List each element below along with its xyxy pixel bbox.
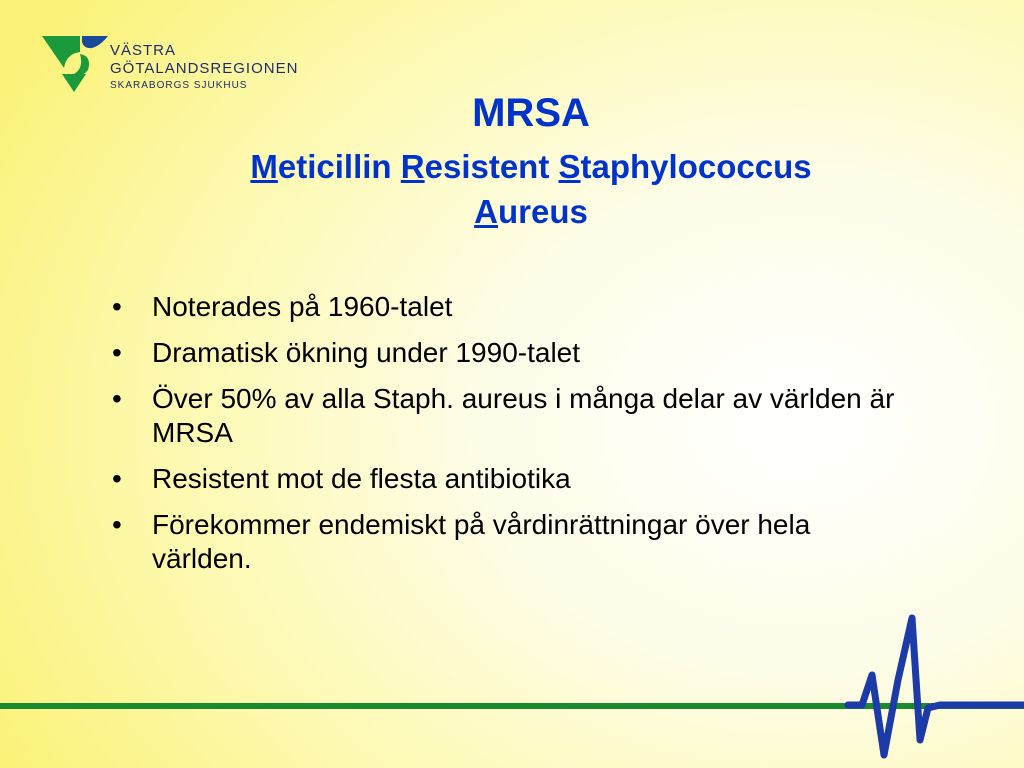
bullet-item (112, 336, 912, 370)
word-aureus: ureus (497, 193, 588, 230)
heartbeat-icon (0, 600, 1024, 768)
logo-line-1: VÄSTRA (110, 42, 177, 59)
bullet-text: Förekommer endemiskt på vårdinrättningar över hela världen. (152, 509, 811, 574)
initial-s: S (558, 148, 581, 185)
word-resistent: esistent (424, 148, 559, 185)
bullet-dot: • (112, 337, 122, 368)
initial-a: A (474, 193, 498, 230)
bullet-dot: • (112, 463, 122, 494)
bullet-text: Över 50% av alla Staph. aureus i många delar av världen är MRSA (152, 383, 895, 448)
bullet-dot: • (112, 383, 122, 414)
bullet-list (112, 290, 912, 588)
region-logo-icon (40, 32, 108, 94)
bullet-item (112, 290, 912, 324)
logo-line-2: GÖTALANDSREGIONEN (110, 60, 299, 77)
bullet-text: Resistent mot de flesta antibiotika (152, 463, 571, 494)
bullet-item (112, 462, 912, 496)
logo (40, 30, 340, 96)
bullet-item (112, 382, 912, 450)
bullet-text: Dramatisk ökning under 1990-talet (152, 337, 581, 368)
logo-line-3: SKARABORGS SJUKHUS (110, 80, 248, 91)
word-meticillin: eticillin (277, 148, 401, 185)
slide-subtitle-line-2 (120, 193, 942, 231)
bullet-dot: • (112, 509, 122, 540)
slide-subtitle-line-1 (120, 148, 942, 186)
bullet-item (112, 508, 912, 576)
bullet-dot: • (112, 291, 122, 322)
initial-m: M (250, 148, 278, 185)
slide-title: MRSA (472, 91, 590, 135)
word-staphylococcus: taphylococcus (580, 148, 812, 185)
bullet-text: Noterades på 1960-talet (152, 291, 453, 322)
initial-r: R (400, 148, 425, 185)
